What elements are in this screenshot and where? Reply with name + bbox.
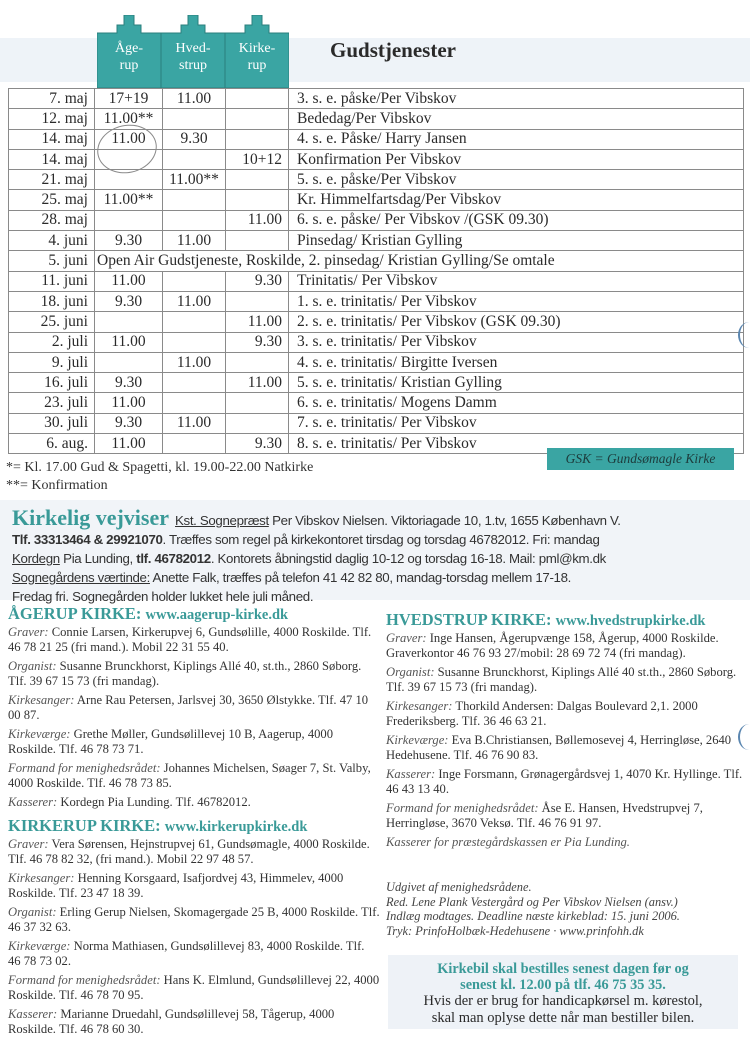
vejviser-title: Kirkelig vejviser	[12, 505, 170, 530]
directory-entry	[386, 767, 746, 797]
date-cell: 5. juni	[9, 251, 95, 271]
entry-text: Grethe Møller, Gundsølillevej 10 B, Aagerup, 4000 Roskilde. Tlf. 46 78 73 71.	[8, 727, 334, 756]
directory-entry	[8, 973, 380, 1003]
role-label: Organist:	[8, 659, 57, 673]
hvedstrup-time-cell	[163, 271, 226, 291]
kst-text: Per Vibskov Nielsen. Viktoriagade 10, 1.tv, 1655 København V.	[268, 513, 621, 528]
directory-entry	[8, 871, 380, 901]
table-row	[9, 271, 744, 291]
directory-entry	[8, 905, 380, 935]
tlf-bold: Tlf. 33313464 & 29921070	[12, 532, 163, 547]
date-cell: 23. juli	[9, 393, 95, 413]
kirkerup-time-cell	[226, 89, 289, 109]
role-label: Formand for menighedsrådet:	[8, 973, 161, 987]
agerup-time-cell: 11.00**	[95, 109, 163, 129]
kirkerup-time-cell	[226, 352, 289, 372]
date-cell: 2. juli	[9, 332, 95, 352]
role-label: Kasserer:	[8, 795, 58, 809]
kirkerup-heading	[8, 816, 380, 837]
table-row	[9, 332, 744, 352]
role-label: Kirkesanger:	[8, 693, 75, 707]
kordegn-rest: . Kontorets åbningstid daglig 10-12 og torsdag 16-18. Mail: pml@km.dk	[210, 551, 606, 566]
kirkebil-headline: Kirkebil skal bestilles senest dagen før og	[437, 961, 689, 977]
table-row	[9, 210, 744, 230]
date-cell: 18. juni	[9, 291, 95, 311]
date-cell: 4. juni	[9, 231, 95, 251]
role-label: Graver:	[8, 625, 49, 639]
hvedstrup-time-cell	[163, 210, 226, 230]
role-label: Kirkeværge:	[386, 733, 449, 747]
table-row-special	[9, 251, 744, 271]
hvedstrup-time-cell	[163, 393, 226, 413]
hvedstrup-time-cell	[163, 312, 226, 332]
hvedstrup-time-cell: 11.00	[163, 413, 226, 433]
table-row	[9, 373, 744, 393]
description-cell: Konfirmation Per Vibskov	[289, 149, 744, 169]
hvedstrup-name: HVEDSTRUP KIRKE:	[386, 610, 552, 629]
agerup-time-cell: 9.30	[95, 291, 163, 311]
kirkerup-time-cell	[226, 170, 289, 190]
kirkerup-name: KIRKERUP KIRKE:	[8, 816, 161, 835]
role-label: Formand for menighedsrådet:	[386, 801, 539, 815]
kirkebil-text: skal man oplyse dette når man bestiller bilen.	[431, 1010, 695, 1026]
description-cell: 6. s. e. trinitatis/ Mogens Damm	[289, 393, 744, 413]
kordegn-text: Pia Lunding,	[59, 551, 137, 566]
credits-line: Udgivet af menighedsrådene.	[386, 880, 532, 894]
hvedstrup-heading	[386, 610, 746, 631]
hvedstrup-url-link[interactable]: www.hvedstrupkirke.dk	[555, 613, 706, 629]
table-row	[9, 413, 744, 433]
entry-text: Inge Forsmann, Grønagergårdsvej 1, 4070 Kr. Hyllinge. Tlf. 46 43 13 40.	[386, 767, 743, 796]
description-cell: 1. s. e. trinitatis/ Per Vibskov	[289, 291, 744, 311]
kirkerup-time-cell: 11.00	[226, 312, 289, 332]
church-label-line2: rup	[247, 58, 267, 73]
entry-text: Norma Mathiasen, Gundsølillevej 83, 4000 Roskilde. Tlf. 46 78 73 02.	[8, 939, 365, 968]
description-cell: 5. s. e. trinitatis/ Kristian Gylling	[289, 373, 744, 393]
kirkelig-vejviser-section	[0, 500, 750, 604]
kirkerup-time-cell: 11.00	[226, 210, 289, 230]
role-label: Kirkesanger:	[8, 871, 75, 885]
directory-entry	[8, 761, 380, 791]
directory-entry	[386, 699, 746, 729]
agerup-time-cell: 9.30	[95, 373, 163, 393]
description-cell: 3. s. e. trinitatis/ Per Vibskov	[289, 332, 744, 352]
directory-entry	[386, 733, 746, 763]
directory-entry	[8, 795, 380, 810]
date-cell: 14. maj	[9, 129, 95, 149]
kirkerup-time-cell	[226, 393, 289, 413]
kordegn-label: Kordegn	[12, 551, 60, 566]
kirkerup-time-cell: 11.00	[226, 373, 289, 393]
kordegn-tlf: tlf. 46782012	[136, 551, 211, 566]
date-cell: 16. juli	[9, 373, 95, 393]
church-label-hvedstrup	[161, 40, 225, 74]
kirkebil-text: Hvis der er brug for handicapkørsel m. kørestol,	[423, 993, 703, 1009]
kirkerup-time-cell	[226, 109, 289, 129]
hvedstrup-time-cell	[163, 373, 226, 393]
entry-text: Connie Larsen, Kirkerupvej 6, Gundsølille, 4000 Roskilde. Tlf. 46 78 21 25 (fri mand.). Mobil 22 31 55 40.	[8, 625, 372, 654]
right-column	[386, 610, 746, 854]
directory-entry	[8, 939, 380, 969]
kirkerup-time-cell: 9.30	[226, 271, 289, 291]
agerup-time-cell: 17+19	[95, 89, 163, 109]
kirkerup-time-cell: 9.30	[226, 434, 289, 454]
directory-entry	[8, 625, 380, 655]
hvedstrup-time-cell	[163, 149, 226, 169]
tlf-text: . Træffes som regel på kirkekontoret tirsdag og torsdag 46782012. Fri: mandag	[162, 532, 600, 547]
date-cell: 25. juni	[9, 312, 95, 332]
credits-line: Tryk: PrinfoHolbæk-Hedehusene · www.prinfohh.dk	[386, 923, 644, 938]
date-cell: 11. juni	[9, 271, 95, 291]
description-cell: 6. s. e. påske/ Per Vibskov /(GSK 09.30)	[289, 210, 744, 230]
kirkerup-time-cell: 9.30	[226, 332, 289, 352]
description-cell: Pinsedag/ Kristian Gylling	[289, 231, 744, 251]
agerup-time-cell	[95, 352, 163, 372]
description-cell: 8. s. e. trinitatis/ Per Vibskov	[289, 434, 744, 454]
entry-text: Susanne Brunckhorst, Kiplings Allé 40 st.th., 2860 Søborg. Tlf. 39 67 15 73 (fri mandag).	[386, 665, 737, 694]
date-cell: 21. maj	[9, 170, 95, 190]
agerup-time-cell: 11.00**	[95, 190, 163, 210]
entry-text: Marianne Druedahl, Gundsølillevej 58, Tågerup, 4000 Roskilde. Tlf. 46 78 60 30.	[8, 1007, 335, 1036]
agerup-time-cell	[95, 312, 163, 332]
role-label: Organist:	[386, 665, 435, 679]
date-cell: 7. maj	[9, 89, 95, 109]
agerup-time-cell: 11.00	[95, 332, 163, 352]
directory-entry	[8, 837, 380, 867]
description-cell: 4. s. e. trinitatis/ Birgitte Iversen	[289, 352, 744, 372]
role-label: Graver:	[8, 837, 49, 851]
directory-entry	[8, 727, 380, 757]
directory-entry	[386, 665, 746, 695]
date-cell: 6. aug.	[9, 434, 95, 454]
entry-text: Thorkild Andersen: Dalgas Boulevard 2,1. 2000 Frederiksberg. Tlf. 36 46 63 21.	[386, 699, 698, 728]
agerup-time-cell: 9.30	[95, 231, 163, 251]
agerup-heading	[8, 604, 380, 625]
hvedstrup-time-cell	[163, 434, 226, 454]
directory-entry	[8, 1007, 380, 1037]
description-cell: 5. s. e. påske/Per Vibskov	[289, 170, 744, 190]
role-label: Formand for menighedsrådet:	[8, 761, 161, 775]
hvedstrup-time-cell	[163, 109, 226, 129]
directory-entry	[8, 693, 380, 723]
church-label-line1: Kirke-	[238, 41, 276, 56]
date-cell: 28. maj	[9, 210, 95, 230]
role-label: Kirkesanger:	[386, 699, 453, 713]
description-cell: 2. s. e. trinitatis/ Per Vibskov (GSK 09.30)	[289, 312, 744, 332]
agerup-time-cell: 11.00	[95, 393, 163, 413]
role-label: Kirkeværge:	[8, 939, 71, 953]
vejviser-last-line: Fredag fri. Sognegården holder lukket hele juli måned.	[12, 589, 314, 604]
vaertinde-label: Sognegårdens værtinde:	[12, 570, 150, 585]
kirkerup-time-cell	[226, 413, 289, 433]
church-label-line1: Åge-	[115, 41, 143, 56]
agerup-time-cell: 11.00	[95, 129, 163, 149]
table-row	[9, 190, 744, 210]
agerup-url-link[interactable]: www.aagerup-kirke.dk	[145, 607, 289, 623]
kst-label: Kst. Sognepræst	[175, 513, 269, 528]
table-row	[9, 231, 744, 251]
kirkerup-time-cell	[226, 129, 289, 149]
entry-text: Åse E. Hansen, Hvedstrupvej 7, Herringløse, 3670 Veksø. Tlf. 46 76 91 97.	[386, 801, 703, 830]
entry-text: Henning Korsgaard, Isafjordvej 43, Himmelev, 4000 Roskilde. Tlf. 23 47 18 39.	[8, 871, 344, 900]
description-cell: Bededag/Per Vibskov	[289, 109, 744, 129]
credits	[386, 880, 746, 938]
footnote-double-star: **= Konfirmation	[6, 478, 108, 493]
vaertinde-text: Anette Falk, træffes på telefon 41 42 82 80, mandag-torsdag mellem 17-18.	[149, 570, 571, 585]
church-label-agerup	[97, 40, 161, 74]
role-label: Kasserer:	[386, 767, 436, 781]
church-tab-kirkerup	[225, 15, 289, 88]
church-label-kirkerup	[225, 40, 289, 74]
agerup-time-cell: 11.00	[95, 271, 163, 291]
agerup-time-cell	[95, 210, 163, 230]
kirkebil-headline: senest kl. 12.00 på tlf. 46 75 35 35.	[460, 977, 666, 993]
role-label: Graver:	[386, 631, 427, 645]
description-cell: Kr. Himmelfartsdag/Per Vibskov	[289, 190, 744, 210]
credits-line: Indlæg modtages. Deadline næste kirkeblad: 15. juni 2006.	[386, 909, 680, 923]
kirkerup-entries	[8, 837, 380, 1037]
hvedstrup-time-cell: 11.00	[163, 231, 226, 251]
footnote-star: *= Kl. 17.00 Gud & Spagetti, kl. 19.00-22.00 Natkirke	[6, 460, 314, 475]
directory-entry	[386, 631, 746, 661]
role-label: Organist:	[8, 905, 57, 919]
description-cell: 7. s. e. trinitatis/ Per Vibskov	[289, 413, 744, 433]
church-tab-agerup	[97, 15, 161, 88]
kirkerup-url-link[interactable]: www.kirkerupkirke.dk	[164, 819, 308, 835]
hvedstrup-time-cell: 11.00	[163, 291, 226, 311]
entry-extra: Graverkontor 46 76 93 27/mobil: 28 69 72 74 (fri mandag).	[386, 646, 686, 660]
description-cell: Trinitatis/ Per Vibskov	[289, 271, 744, 291]
hvedstrup-time-cell: 11.00	[163, 352, 226, 372]
agerup-time-cell: 11.00	[95, 434, 163, 454]
agerup-entries	[8, 625, 380, 810]
date-cell: 14. maj	[9, 149, 95, 169]
entry-text: Arne Rau Petersen, Jarlsvej 30, 3650 Ølstykke. Tlf. 47 10 00 87.	[8, 693, 369, 722]
entry-text: Erling Gerup Nielsen, Skomagergade 25 B, 4000 Roskilde. Tlf. 46 37 32 63.	[8, 905, 380, 934]
role-label: Kirkeværge:	[8, 727, 71, 741]
entry-text: Eva B.Christiansen, Bøllemosevej 4, Herringløse, 2640 Hedehusene. Tlf. 46 76 90 83.	[386, 733, 732, 762]
table-row	[9, 352, 744, 372]
table-row	[9, 393, 744, 413]
table-row	[9, 291, 744, 311]
hvedstrup-time-cell: 11.00**	[163, 170, 226, 190]
date-cell: 25. maj	[9, 190, 95, 210]
agerup-time-cell: 9.30	[95, 413, 163, 433]
hvedstrup-entries	[386, 631, 746, 831]
hvedstrup-time-cell: 9.30	[163, 129, 226, 149]
church-tab-hvedstrup	[161, 15, 225, 88]
directory-entry	[386, 801, 746, 831]
table-row	[9, 312, 744, 332]
table-row	[9, 89, 744, 109]
kirkerup-time-cell	[226, 231, 289, 251]
left-column	[8, 604, 380, 1041]
date-cell: 9. juli	[9, 352, 95, 372]
description-cell: 3. s. e. påske/Per Vibskov	[289, 89, 744, 109]
kirkerup-time-cell	[226, 190, 289, 210]
agerup-name: ÅGERUP KIRKE:	[8, 604, 142, 623]
role-label: Kasserer:	[8, 1007, 58, 1021]
date-cell: 30. juli	[9, 413, 95, 433]
church-label-line1: Hved-	[175, 41, 211, 56]
church-label-line2: strup	[179, 58, 207, 73]
entry-text: Vera Sørensen, Hejnstrupvej 61, Gundsømagle, 4000 Roskilde. Tlf. 46 78 82 32, (fri mand.). Mobil 22 97 48 57.	[8, 837, 370, 866]
kirkerup-time-cell	[226, 291, 289, 311]
kirkerup-time-cell: 10+12	[226, 149, 289, 169]
hvedstrup-time-cell	[163, 332, 226, 352]
credits-line: Red. Lene Plank Vestergård og Per Vibskov Nielsen (ansv.)	[386, 894, 678, 909]
gsk-legend: GSK = Gundsømagle Kirke	[547, 448, 734, 470]
hvedstrup-time-cell: 11.00	[163, 89, 226, 109]
entry-text: Johannes Michelsen, Søager 7, St. Valby, 4000 Roskilde. Tlf. 46 78 73 85.	[8, 761, 371, 790]
church-label-line2: rup	[119, 58, 139, 73]
directory-entry	[8, 659, 380, 689]
date-cell: 12. maj	[9, 109, 95, 129]
entry-text: Inge Hansen, Ågerupvænge 158, Ågerup, 4000 Roskilde.	[426, 631, 719, 645]
kasserer-note: Kasserer for præstegårdskassen er Pia Lunding.	[386, 835, 630, 849]
special-event-cell: Open Air Gudstjeneste, Roskilde, 2. pinsedag/ Kristian Gylling/Se omtale	[95, 251, 744, 271]
kirkebil-box	[388, 955, 738, 1029]
page-title: Gudstjenester	[330, 38, 456, 62]
hvedstrup-time-cell	[163, 190, 226, 210]
entry-text: Hans K. Elmlund, Gundsølillevej 22, 4000 Roskilde. Tlf. 46 78 70 95.	[8, 973, 380, 1002]
entry-text: Susanne Brunckhorst, Kiplings Allé 40, st.th., 2860 Søborg. Tlf. 39 67 15 73 (fri mandag).	[8, 659, 362, 688]
entry-text: Kordegn Pia Lunding. Tlf. 46782012.	[57, 795, 251, 809]
description-cell: 4. s. e. Påske/ Harry Jansen	[289, 129, 744, 149]
